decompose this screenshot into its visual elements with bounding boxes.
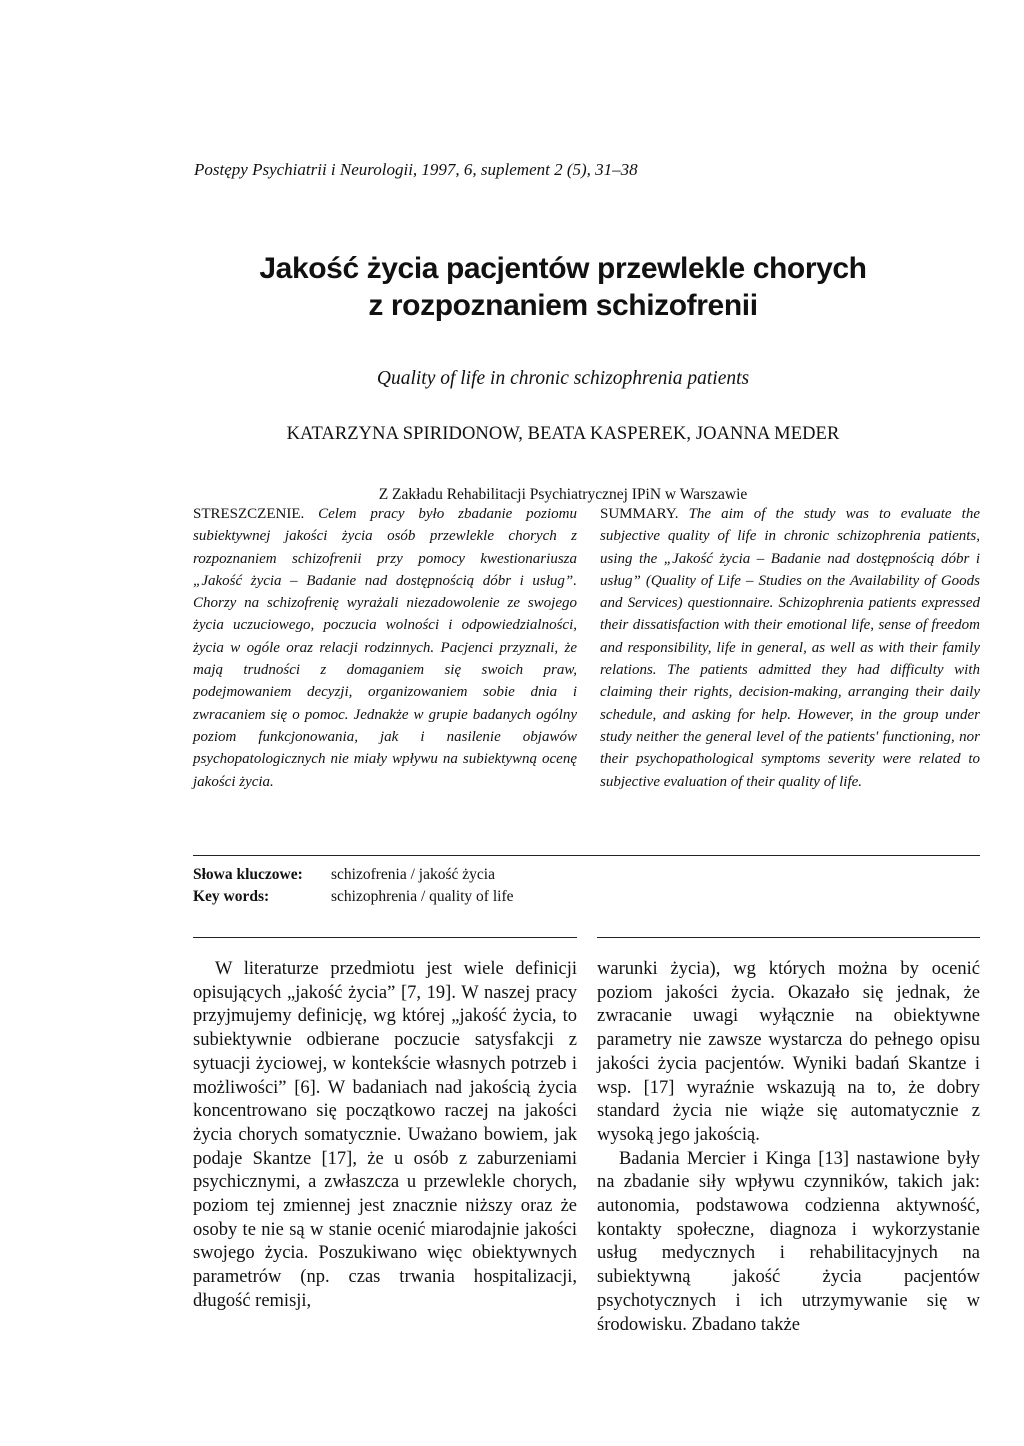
body-paragraph: warunki życia), wg których można by ocenić poziom jakości życia. Okazało się jednak, że zwracanie uwagi wyłącznie na obiektywne parametry nie zawsze wystarcza do pełnego opisu jakości życia pacjentów. Wyniki badań Skantze i wsp. [17] wyraźnie wskazują na to, że dobry standard życia nie wiąże się automatycznie z wysoką jego jakością.	[597, 959, 980, 1145]
keywords-english-label: Key words:	[193, 888, 270, 905]
abstract-english-text: The aim of the study was to evaluate the subjective quality of life in chronic schizophrenia patients, using the „Jakość życia – Badanie nad dostępnością dóbr i usług” (Quality of Life – Studies on the Availability of Goods and Services) questionnaire. Schizophrenia patients expressed their dissatisfaction with their emotional life, sense of freedom and responsibility, life in general, as well as with their family relations. The patients admitted they had difficulty with claiming their rights, decision-making, arranging their daily schedule, and asking for help. However, in the group under study neither the general level of the patients' functioning, nor their psychopathological symptoms severity were related to subjective evaluation of their quality of life.	[600, 506, 980, 790]
article-title-line-2: z rozpoznaniem schizofrenii	[368, 289, 758, 322]
article-title	[200, 250, 926, 324]
abstract-polish	[193, 503, 577, 793]
keywords-polish-value: schizofrenia / jakość życia	[331, 866, 495, 883]
body-paragraph: W literaturze przedmiotu jest wiele definicji opisujących „jakość życia” [7, 19]. W naszej pracy przyjmujemy definicję, wg której „jakość życia, to subiektywnie odbierane poczucie satysfakcji z sytuacji życiowej, w kontekście własnych potrzeb i możliwości” [6]. W badaniach nad jakością życia koncentrowano się początkowo raczej na jakości życia chorych somatycznie. Uważano bowiem, jak podaje Skantze [17], że u osób z zaburzeniami psychicznymi, a zwłaszcza u przewlekle chorych, poziom tej zmiennej jest znacznie niższy oraz że osoby te nie są w stanie ocenić miarodajnie jakości swojego życia. Poszukiwano więc obiektywnych parametrów (np. czas trwania hospitalizacji, długość remisji,	[193, 959, 577, 1311]
keywords-english-value: schizophrenia / quality of life	[331, 888, 514, 905]
body-column-left	[193, 958, 577, 1314]
body-column-right	[597, 958, 980, 1337]
left-column-divider	[193, 937, 577, 938]
keywords-rule	[193, 855, 980, 856]
journal-citation: Postępy Psychiatrii i Neurologii, 1997, 6, suplement 2 (5), 31–38	[194, 160, 638, 179]
abstract-english-label: SUMMARY.	[600, 506, 679, 522]
keywords-polish	[193, 866, 495, 884]
english-title: Quality of life in chronic schizophrenia patients	[376, 368, 750, 389]
keywords-english	[193, 888, 514, 906]
article-title-line-1: Jakość życia pacjentów przewlekle chorych	[259, 252, 867, 285]
abstract-polish-label: STRESZCZENIE.	[193, 506, 305, 522]
keywords-polish-label: Słowa kluczowe:	[193, 866, 303, 883]
abstract-polish-text: Celem pracy było zbadanie poziomu subiektywnej jakości życia osób przewlekle chorych z rozpoznaniem schizofrenii przy pomocy kwestionariusza „Jakość życia – Badanie nad dostępnością dóbr i usług”. Chorzy na schizofrenię wyrażali niezadowolenie ze swojego życia uczuciowego, poczucia wolności i odpowiedzialności, życia w ogóle oraz relacji rodzinnych. Pacjenci przyznali, że mają trudności z domaganiem się swoich praw, podejmowaniem decyzji, organizowaniem sobie dnia i zwracaniem się o pomoc. Jednakże w grupie badanych ogólny poziom funkcjonowania, jak i nasilenie objawów psychopatologicznych nie miały wpływu na subiektywną ocenę jakości życia.	[193, 506, 577, 790]
abstract-english	[600, 503, 980, 793]
affiliation: Z Zakładu Rehabilitacji Psychiatrycznej IPiN w Warszawie	[378, 486, 748, 503]
right-column-divider	[597, 937, 980, 938]
body-paragraph: Badania Mercier i Kinga [13] nastawione były na zbadanie siły wpływu czynników, takich jak: autonomia, podstawowa codzienna aktywność, kontakty społeczne, diagnoza i wykorzystanie usług medycznych i rehabilitacyjnych na subiektywną jakość życia pacjentów psychotycznych i ich utrzymywanie się w środowisku. Zbadano także	[597, 1148, 980, 1335]
author-list: KATARZYNA SPIRIDONOW, BEATA KASPEREK, JOANNA MEDER	[286, 424, 840, 444]
